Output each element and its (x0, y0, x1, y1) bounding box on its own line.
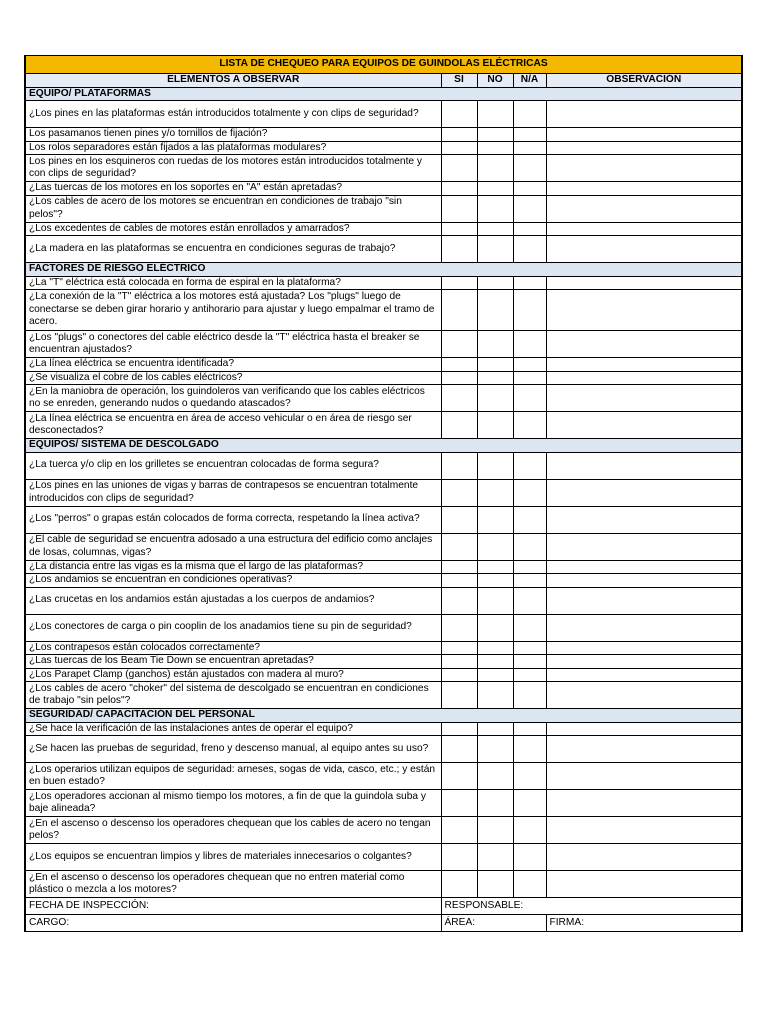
observation-cell[interactable] (546, 790, 742, 817)
item-question: ¿En la maniobra de operación, los guindoleros van verificando que los cables eléctricos no se enreden, generando nudos o quedando atascados? (25, 385, 441, 412)
check-cell-si[interactable] (441, 668, 477, 682)
header-no: NO (477, 74, 513, 88)
check-cell-na[interactable] (513, 655, 546, 669)
item-question: ¿Los operarios utilizan equipos de seguridad: arneses, sogas de vida, casco, etc.; y están en buen estado? (25, 763, 441, 790)
item-question: ¿Las tuercas de los motores en los soportes en "A" están apretadas? (25, 182, 441, 196)
observation-cell[interactable] (546, 331, 742, 358)
checklist-item-row (25, 560, 742, 574)
check-cell-na[interactable] (513, 560, 546, 574)
item-question: ¿Los pines en las plataformas están introducidos totalmente y con clips de seguridad? (25, 101, 441, 128)
checklist-item-row (25, 668, 742, 682)
check-cell-na[interactable] (513, 844, 546, 871)
check-cell-no[interactable] (477, 155, 513, 182)
checklist-item-row (25, 155, 742, 182)
observation-cell[interactable] (546, 655, 742, 669)
observation-cell[interactable] (546, 506, 742, 533)
item-question: Los pines en los esquineros con ruedas de los motores están introducidos totalmente y con clips de seguridad? (25, 155, 441, 182)
check-cell-no[interactable] (477, 641, 513, 655)
check-cell-si[interactable] (441, 290, 477, 331)
header-observation: OBSERVACIÓN (546, 74, 742, 88)
check-cell-no[interactable] (477, 871, 513, 898)
observation-cell[interactable] (546, 452, 742, 479)
check-cell-no[interactable] (477, 101, 513, 128)
section-title: EQUIPOS/ SISTEMA DE DESCOLGADO (25, 439, 742, 453)
item-question: ¿Los contrapesos están colocados correctamente? (25, 641, 441, 655)
check-cell-si[interactable] (441, 222, 477, 236)
observation-cell[interactable] (546, 736, 742, 763)
check-cell-si[interactable] (441, 614, 477, 641)
checklist-item-row (25, 182, 742, 196)
checklist-table (24, 55, 743, 932)
check-cell-na[interactable] (513, 479, 546, 506)
checklist-item-row (25, 128, 742, 142)
section-title: SEGURIDAD/ CAPACITACIÓN DEL PERSONAL (25, 709, 742, 723)
check-cell-si[interactable] (441, 722, 477, 736)
check-cell-si[interactable] (441, 682, 477, 709)
checklist-item-row (25, 412, 742, 439)
checklist-title: LISTA DE CHEQUEO PARA EQUIPOS DE GUINDOLAS ELÉCTRICAS (25, 56, 742, 74)
check-cell-na[interactable] (513, 587, 546, 614)
fecha-inspeccion-label[interactable]: FECHA DE INSPECCIÓN: (25, 898, 441, 915)
check-cell-na[interactable] (513, 236, 546, 263)
check-cell-na[interactable] (513, 276, 546, 290)
checklist-item-row (25, 817, 742, 844)
check-cell-na[interactable] (513, 452, 546, 479)
checklist-item-row (25, 763, 742, 790)
item-question: ¿La tuerca y/o clip en los grilletes se encuentran colocadas de forma segura? (25, 452, 441, 479)
checklist-item-row (25, 385, 742, 412)
check-cell-na[interactable] (513, 141, 546, 155)
item-question: ¿En el ascenso o descenso los operadores chequean que los cables de acero no tengan pelos? (25, 817, 441, 844)
check-cell-si[interactable] (441, 331, 477, 358)
checklist-item-row (25, 655, 742, 669)
item-question: ¿Se visualiza el cobre de los cables eléctricos? (25, 371, 441, 385)
observation-cell[interactable] (546, 668, 742, 682)
check-cell-si[interactable] (441, 195, 477, 222)
check-cell-na[interactable] (513, 790, 546, 817)
check-cell-no[interactable] (477, 763, 513, 790)
section-header (25, 439, 742, 453)
check-cell-no[interactable] (477, 668, 513, 682)
check-cell-si[interactable] (441, 763, 477, 790)
check-cell-no[interactable] (477, 722, 513, 736)
title-row (25, 56, 742, 74)
check-cell-si[interactable] (441, 182, 477, 196)
check-cell-na[interactable] (513, 574, 546, 588)
checklist-item-row (25, 871, 742, 898)
check-cell-si[interactable] (441, 655, 477, 669)
observation-cell[interactable] (546, 641, 742, 655)
check-cell-si[interactable] (441, 236, 477, 263)
header-si: SI (441, 74, 477, 88)
check-cell-na[interactable] (513, 195, 546, 222)
observation-cell[interactable] (546, 412, 742, 439)
check-cell-no[interactable] (477, 276, 513, 290)
column-header-row (25, 74, 742, 88)
header-elements: ELEMENTOS A OBSERVAR (25, 74, 441, 88)
check-cell-si[interactable] (441, 574, 477, 588)
section-header (25, 709, 742, 723)
item-question: ¿La línea eléctrica se encuentra identificada? (25, 358, 441, 372)
check-cell-no[interactable] (477, 128, 513, 142)
check-cell-na[interactable] (513, 506, 546, 533)
item-question: ¿El cable de seguridad se encuentra adosado a una estructura del edificio como anclajes de losas, columnas, vigas? (25, 533, 441, 560)
check-cell-na[interactable] (513, 182, 546, 196)
check-cell-si[interactable] (441, 587, 477, 614)
checklist-item-row (25, 506, 742, 533)
check-cell-na[interactable] (513, 736, 546, 763)
observation-cell[interactable] (546, 560, 742, 574)
check-cell-no[interactable] (477, 479, 513, 506)
checklist-item-row (25, 101, 742, 128)
check-cell-no[interactable] (477, 182, 513, 196)
check-cell-na[interactable] (513, 412, 546, 439)
check-cell-no[interactable] (477, 412, 513, 439)
section-title: FACTORES DE RIESGO ELÉCTRICO (25, 263, 742, 277)
item-question: Los pasamanos tienen pines y/o tornillos de fijación? (25, 128, 441, 142)
observation-cell[interactable] (546, 614, 742, 641)
item-question: ¿Los operadores accionan al mismo tiempo los motores, a fin de que la guindola suba y baje alineada? (25, 790, 441, 817)
item-question: ¿Las crucetas en los andamios están ajustadas a los cuerpos de andamios? (25, 587, 441, 614)
check-cell-si[interactable] (441, 141, 477, 155)
item-question: ¿Los pines en las uniones de vigas y barras de contrapesos se encuentran totalmente introducidos con clips de seguridad? (25, 479, 441, 506)
item-question: ¿La "T" eléctrica está colocada en forma de espiral en la plataforma? (25, 276, 441, 290)
check-cell-si[interactable] (441, 276, 477, 290)
checklist-item-row (25, 736, 742, 763)
item-question: ¿Los andamios se encuentran en condiciones operativas? (25, 574, 441, 588)
check-cell-si[interactable] (441, 736, 477, 763)
check-cell-no[interactable] (477, 358, 513, 372)
check-cell-no[interactable] (477, 290, 513, 331)
section-header (25, 87, 742, 101)
check-cell-no[interactable] (477, 195, 513, 222)
header-na: N/A (513, 74, 546, 88)
cargo-label[interactable]: CARGO: (25, 915, 441, 932)
observation-cell[interactable] (546, 182, 742, 196)
item-question: ¿Los "plugs" o conectores del cable eléctrico desde la "T" eléctrica hasta el breaker se encuentran ajustados? (25, 331, 441, 358)
checklist-item-row (25, 331, 742, 358)
check-cell-na[interactable] (513, 668, 546, 682)
observation-cell[interactable] (546, 358, 742, 372)
check-cell-na[interactable] (513, 331, 546, 358)
check-cell-si[interactable] (441, 479, 477, 506)
observation-cell[interactable] (546, 276, 742, 290)
check-cell-si[interactable] (441, 506, 477, 533)
checklist-item-row (25, 452, 742, 479)
checklist-item-row (25, 574, 742, 588)
checklist-item-row (25, 236, 742, 263)
check-cell-no[interactable] (477, 587, 513, 614)
check-cell-si[interactable] (441, 155, 477, 182)
observation-cell[interactable] (546, 533, 742, 560)
check-cell-na[interactable] (513, 101, 546, 128)
check-cell-na[interactable] (513, 871, 546, 898)
observation-cell[interactable] (546, 871, 742, 898)
check-cell-na[interactable] (513, 155, 546, 182)
area-label[interactable]: ÁREA: (441, 915, 546, 932)
item-question: ¿Los cables de acero de los motores se encuentran en condiciones de trabajo "sin pelos"? (25, 195, 441, 222)
observation-cell[interactable] (546, 236, 742, 263)
check-cell-na[interactable] (513, 371, 546, 385)
check-cell-no[interactable] (477, 236, 513, 263)
item-question: ¿Las tuercas de los Beam Tie Down se encuentran apretadas? (25, 655, 441, 669)
item-question: ¿Se hace la verificación de las instalaciones antes de operar el equipo? (25, 722, 441, 736)
check-cell-na[interactable] (513, 533, 546, 560)
check-cell-si[interactable] (441, 871, 477, 898)
check-cell-no[interactable] (477, 817, 513, 844)
observation-cell[interactable] (546, 844, 742, 871)
checklist-item-row (25, 479, 742, 506)
observation-cell[interactable] (546, 371, 742, 385)
checklist-item-row (25, 141, 742, 155)
check-cell-na[interactable] (513, 641, 546, 655)
observation-cell[interactable] (546, 128, 742, 142)
observation-cell[interactable] (546, 195, 742, 222)
check-cell-no[interactable] (477, 614, 513, 641)
item-question: ¿Los cables de acero "choker" del sistema de descolgado se encuentran en condiciones de trabajo "sin pelos"? (25, 682, 441, 709)
item-question: ¿La línea eléctrica se encuentra en área de acceso vehicular o en área de riesgo ser desconectados? (25, 412, 441, 439)
checklist-item-row (25, 682, 742, 709)
observation-cell[interactable] (546, 817, 742, 844)
check-cell-si[interactable] (441, 371, 477, 385)
checklist-item-row (25, 195, 742, 222)
check-cell-si[interactable] (441, 358, 477, 372)
observation-cell[interactable] (546, 101, 742, 128)
checklist-item-row (25, 276, 742, 290)
item-question: ¿Los conectores de carga o pin cooplin de los anadamios tiene su pin de seguridad? (25, 614, 441, 641)
section-title: EQUIPO/ PLATAFORMAS (25, 87, 742, 101)
check-cell-si[interactable] (441, 128, 477, 142)
item-question: ¿En el ascenso o descenso los operadores chequean que no entren material como plástico o mezcla a los motores? (25, 871, 441, 898)
observation-cell[interactable] (546, 587, 742, 614)
checklist-item-row (25, 358, 742, 372)
check-cell-no[interactable] (477, 655, 513, 669)
responsable-label[interactable]: RESPONSABLE: (441, 898, 742, 915)
check-cell-si[interactable] (441, 533, 477, 560)
footer-row-2 (25, 915, 742, 932)
section-header (25, 263, 742, 277)
check-cell-no[interactable] (477, 682, 513, 709)
check-cell-na[interactable] (513, 722, 546, 736)
checklist-item-row (25, 290, 742, 331)
observation-cell[interactable] (546, 155, 742, 182)
check-cell-no[interactable] (477, 331, 513, 358)
check-cell-no[interactable] (477, 385, 513, 412)
checklist-item-row (25, 533, 742, 560)
item-question: ¿Los equipos se encuentran limpios y libres de materiales innecesarios o colgantes? (25, 844, 441, 871)
check-cell-na[interactable] (513, 128, 546, 142)
item-question: ¿Los "perros" o grapas están colocados de forma correcta, respetando la línea activa? (25, 506, 441, 533)
item-question: Los rolos separadores están fijados a las plataformas modulares? (25, 141, 441, 155)
observation-cell[interactable] (546, 763, 742, 790)
observation-cell[interactable] (546, 385, 742, 412)
check-cell-no[interactable] (477, 533, 513, 560)
observation-cell[interactable] (546, 682, 742, 709)
observation-cell[interactable] (546, 141, 742, 155)
check-cell-na[interactable] (513, 385, 546, 412)
observation-cell[interactable] (546, 479, 742, 506)
check-cell-na[interactable] (513, 614, 546, 641)
checklist-item-row (25, 587, 742, 614)
checklist-item-row (25, 641, 742, 655)
check-cell-no[interactable] (477, 574, 513, 588)
check-cell-no[interactable] (477, 560, 513, 574)
check-cell-si[interactable] (441, 385, 477, 412)
check-cell-na[interactable] (513, 358, 546, 372)
check-cell-no[interactable] (477, 222, 513, 236)
observation-cell[interactable] (546, 222, 742, 236)
check-cell-no[interactable] (477, 141, 513, 155)
checklist-item-row (25, 790, 742, 817)
firma-label[interactable]: FIRMA: (546, 915, 742, 932)
check-cell-na[interactable] (513, 222, 546, 236)
observation-cell[interactable] (546, 722, 742, 736)
checklist-item-row (25, 722, 742, 736)
check-cell-si[interactable] (441, 790, 477, 817)
item-question: ¿Se hacen las pruebas de seguridad, freno y descenso manual, al equipo antes su uso? (25, 736, 441, 763)
item-question: ¿La madera en las plataformas se encuentra en condiciones seguras de trabajo? (25, 236, 441, 263)
item-question: ¿Los Parapet Clamp (ganchos) están ajustados con madera al muro? (25, 668, 441, 682)
check-cell-si[interactable] (441, 452, 477, 479)
check-cell-si[interactable] (441, 641, 477, 655)
check-cell-si[interactable] (441, 844, 477, 871)
footer-row-1 (25, 898, 742, 915)
checklist-item-row (25, 844, 742, 871)
check-cell-no[interactable] (477, 452, 513, 479)
item-question: ¿Los excedentes de cables de motores están enrollados y amarrados? (25, 222, 441, 236)
check-cell-si[interactable] (441, 560, 477, 574)
check-cell-no[interactable] (477, 844, 513, 871)
check-cell-na[interactable] (513, 290, 546, 331)
observation-cell[interactable] (546, 574, 742, 588)
checklist-item-row (25, 371, 742, 385)
check-cell-no[interactable] (477, 506, 513, 533)
check-cell-si[interactable] (441, 412, 477, 439)
checklist-item-row (25, 614, 742, 641)
item-question: ¿La distancia entre las vigas es la misma que el largo de las plataformas? (25, 560, 441, 574)
check-cell-si[interactable] (441, 101, 477, 128)
check-cell-no[interactable] (477, 790, 513, 817)
checklist-item-row (25, 222, 742, 236)
observation-cell[interactable] (546, 290, 742, 331)
check-cell-na[interactable] (513, 682, 546, 709)
item-question: ¿La conexión de la "T" eléctrica a los motores está ajustada? Los "plugs" luego de conectarse se deben girar horario y antihorario para ajustar y luego empalmar el tramo de acero. (25, 290, 441, 331)
check-cell-no[interactable] (477, 371, 513, 385)
check-cell-no[interactable] (477, 736, 513, 763)
check-cell-na[interactable] (513, 763, 546, 790)
check-cell-na[interactable] (513, 817, 546, 844)
check-cell-si[interactable] (441, 817, 477, 844)
